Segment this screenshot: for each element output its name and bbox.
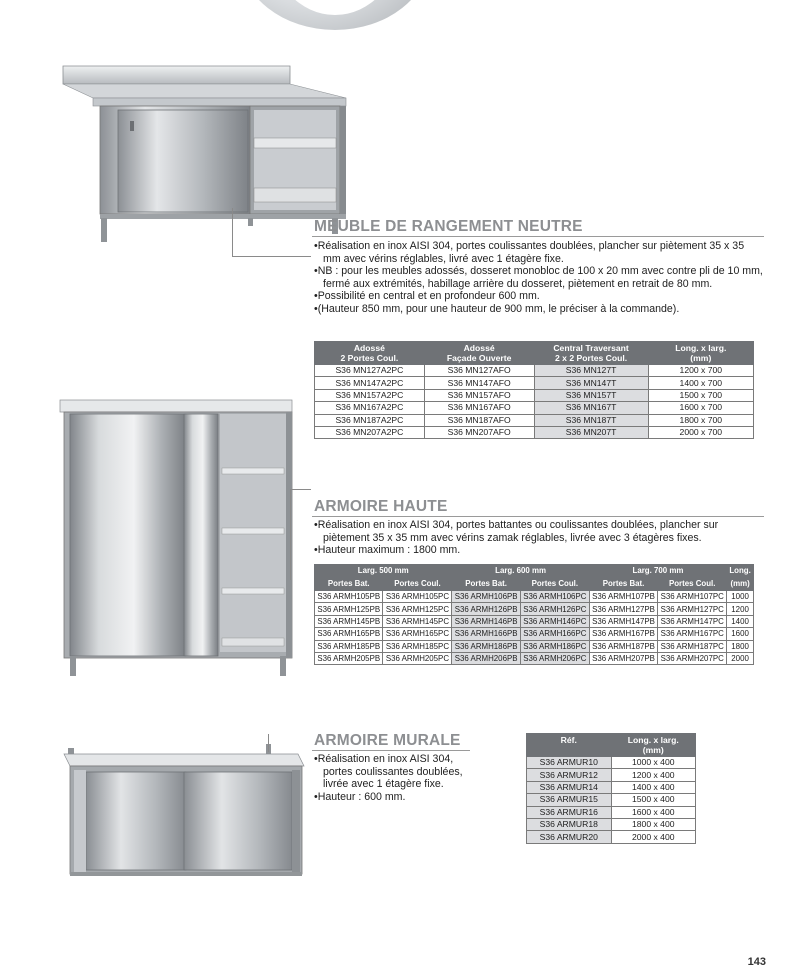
table-armoire-murale: [526, 733, 696, 844]
table-body: [315, 365, 754, 439]
table-row: [527, 781, 696, 793]
table-cell: 1800 x 400: [611, 818, 696, 830]
table-row: [527, 831, 696, 843]
table-cell: S36 ARMH127PC: [658, 603, 727, 615]
table-cell: S36 ARMUR14: [527, 781, 612, 793]
table-cell: S36 ARMH125PB: [315, 603, 383, 615]
table-cell: S36 ARMUR18: [527, 818, 612, 830]
bullet-list-armoire-murale: [314, 753, 482, 803]
table-row: [527, 818, 696, 830]
table-cell: S36 MN187A2PC: [315, 414, 425, 426]
bullet-item: • Hauteur : 600 mm.: [314, 791, 482, 804]
bullet-list-meuble: [314, 240, 764, 316]
table-cell: S36 ARMH185PC: [383, 640, 452, 652]
table-cell: 1200: [727, 603, 754, 615]
bullet-item: • Réalisation en inox AISI 304, portes coulissantes doublées, plancher sur piètement 35 x 35 mm avec vérins réglables, livré avec 1 étagère fixe.: [314, 240, 764, 265]
table-cell: S36 MN167T: [534, 402, 648, 414]
table-cell: 1600 x 400: [611, 806, 696, 818]
table-cell: S36 MN127T: [534, 365, 648, 377]
table-cell: S36 ARMH205PC: [383, 652, 452, 664]
column-header: Portes Bat.: [452, 578, 520, 591]
table-cell: S36 ARMH106PC: [520, 591, 589, 603]
table-sub-header-row: [315, 578, 754, 591]
table-cell: S36 ARMH207PC: [658, 652, 727, 664]
table-cell: 1500 x 700: [648, 389, 753, 401]
table-cell: S36 ARMH165PC: [383, 628, 452, 640]
table-cell: S36 ARMH107PB: [589, 591, 657, 603]
leader-line-2: [290, 489, 311, 580]
table-cell: S36 ARMH167PC: [658, 628, 727, 640]
table-row: [315, 426, 754, 438]
column-header: Portes Bat.: [589, 578, 657, 591]
table-cell: S36 ARMH187PC: [658, 640, 727, 652]
table-cell: S36 ARMH166PB: [452, 628, 520, 640]
column-header: Réf.: [527, 734, 612, 757]
table-cell: S36 MN207T: [534, 426, 648, 438]
table-cell: 1200 x 700: [648, 365, 753, 377]
table-cell: S36 MN147A2PC: [315, 377, 425, 389]
table-cell: S36 ARMH166PC: [520, 628, 589, 640]
table-cell: S36 ARMH165PB: [315, 628, 383, 640]
column-group-header: Larg. 500 mm: [315, 565, 452, 578]
table-row: [315, 365, 754, 377]
table-cell: S36 ARMUR10: [527, 757, 612, 769]
table-cell: S36 MN187AFO: [424, 414, 534, 426]
table-cell: S36 ARMH146PC: [520, 615, 589, 627]
table-armoire-haute: [314, 564, 754, 665]
table-row: [527, 794, 696, 806]
table-cell: S36 ARMH205PB: [315, 652, 383, 664]
table-cell: S36 ARMH206PC: [520, 652, 589, 664]
table-cell: 1400 x 700: [648, 377, 753, 389]
bullet-item: • Réalisation en inox AISI 304, portes coulissantes doublées, livrée avec 1 étagère fixe.: [314, 753, 482, 791]
table-row: [315, 402, 754, 414]
table-meuble: [314, 341, 754, 439]
table-group-header-row: [315, 565, 754, 578]
table-row: [315, 603, 754, 615]
column-header: Portes Bat.: [315, 578, 383, 591]
table-row: [527, 757, 696, 769]
table-cell: S36 ARMUR12: [527, 769, 612, 781]
section-title-rule: [312, 516, 764, 517]
section-title-armoire-haute: ARMOIRE HAUTE: [314, 498, 448, 515]
section-title-rule: [312, 750, 470, 751]
table-cell: S36 ARMH126PC: [520, 603, 589, 615]
table-cell: S36 ARMH126PB: [452, 603, 520, 615]
table-row: [315, 591, 754, 603]
column-header: Adossé Façade Ouverte: [424, 342, 534, 365]
bullet-item: • (Hauteur 850 mm, pour une hauteur de 900 mm, le préciser à la commande).: [314, 303, 764, 316]
table-row: [315, 615, 754, 627]
table-cell: 1400 x 400: [611, 781, 696, 793]
table-cell: S36 ARMH186PB: [452, 640, 520, 652]
table-cell: 2000 x 400: [611, 831, 696, 843]
table-row: [315, 652, 754, 664]
table-header-row: [315, 342, 754, 365]
column-header: Portes Coul.: [383, 578, 452, 591]
table-cell: S36 ARMH147PB: [589, 615, 657, 627]
table-cell: S36 ARMH105PC: [383, 591, 452, 603]
table-cell: S36 ARMH167PB: [589, 628, 657, 640]
table-cell: 1000: [727, 591, 754, 603]
table-header-row: [527, 734, 696, 757]
bullet-item: • Possibilité en central et en profondeur 600 mm.: [314, 290, 764, 303]
column-header: Portes Coul.: [658, 578, 727, 591]
column-header: Adossé 2 Portes Coul.: [315, 342, 425, 365]
table-cell: S36 ARMH145PB: [315, 615, 383, 627]
column-group-header: Long.: [727, 565, 754, 578]
table-row: [315, 640, 754, 652]
table-cell: S36 MN207AFO: [424, 426, 534, 438]
table-cell: S36 MN207A2PC: [315, 426, 425, 438]
table-cell: S36 ARMUR20: [527, 831, 612, 843]
column-header: Long. x larg. (mm): [611, 734, 696, 757]
table-cell: S36 MN157A2PC: [315, 389, 425, 401]
page-number: 143: [747, 956, 766, 968]
table-cell: S36 MN157AFO: [424, 389, 534, 401]
table-cell: S36 MN127A2PC: [315, 365, 425, 377]
bullet-item: • NB : pour les meubles adossés, dosseret monobloc de 100 x 20 mm avec contre pli de 10 mm, fermé aux extrémités, habillage arrière du dosseret, piètement en retrait de 80 mm.: [314, 265, 764, 290]
table-cell: S36 ARMH125PC: [383, 603, 452, 615]
table-cell: S36 ARMH207PB: [589, 652, 657, 664]
table-row: [315, 628, 754, 640]
table-cell: 1200 x 400: [611, 769, 696, 781]
table-cell: 1600 x 700: [648, 402, 753, 414]
section-title-meuble: MEUBLE DE RANGEMENT NEUTRE: [314, 218, 583, 235]
table-cell: S36 MN157T: [534, 389, 648, 401]
armoire-haute-photo: [56, 398, 296, 680]
table-cell: S36 ARMUR15: [527, 794, 612, 806]
table-cell: 2000 x 700: [648, 426, 753, 438]
section-title-armoire-murale: ARMOIRE MURALE: [314, 732, 461, 749]
table-cell: 1800: [727, 640, 754, 652]
table-cell: S36 ARMH107PC: [658, 591, 727, 603]
table-cell: 1500 x 400: [611, 794, 696, 806]
table-cell: 1600: [727, 628, 754, 640]
section-title-rule: [312, 236, 764, 237]
table-cell: 1000 x 400: [611, 757, 696, 769]
table-cell: S36 ARMH127PB: [589, 603, 657, 615]
bullet-item: • Réalisation en inox AISI 304, portes battantes ou coulissantes doublées, plancher sur piètement 35 x 35 mm avec vérins zamak réglables, livrée avec 3 étagères fixes.: [314, 519, 764, 544]
table-cell: S36 MN147AFO: [424, 377, 534, 389]
table-cell: S36 ARMH187PB: [589, 640, 657, 652]
column-header: Central Traversant 2 x 2 Portes Coul.: [534, 342, 648, 365]
table-cell: S36 MN127AFO: [424, 365, 534, 377]
table-row: [527, 806, 696, 818]
table-cell: S36 ARMUR16: [527, 806, 612, 818]
column-header: Long. x larg. (mm): [648, 342, 753, 365]
table-cell: S36 MN167AFO: [424, 402, 534, 414]
leader-line-3: [268, 734, 269, 752]
table-cell: S36 ARMH147PC: [658, 615, 727, 627]
table-cell: S36 ARMH105PB: [315, 591, 383, 603]
table-row: [315, 389, 754, 401]
table-cell: S36 ARMH185PB: [315, 640, 383, 652]
table-row: [315, 414, 754, 426]
column-group-header: Larg. 600 mm: [452, 565, 589, 578]
armoire-murale-photo: [60, 742, 308, 892]
bullet-item: • Hauteur maximum : 1800 mm.: [314, 544, 764, 557]
table-cell: 1800 x 700: [648, 414, 753, 426]
column-header: Portes Coul.: [520, 578, 589, 591]
table-body: [527, 757, 696, 844]
column-header: (mm): [727, 578, 754, 591]
leader-line-1: [232, 208, 311, 257]
table-cell: S36 ARMH206PB: [452, 652, 520, 664]
table-cell: 1400: [727, 615, 754, 627]
table-cell: S36 ARMH146PB: [452, 615, 520, 627]
table-row: [315, 377, 754, 389]
table-cell: S36 MN167A2PC: [315, 402, 425, 414]
column-group-header: Larg. 700 mm: [589, 565, 726, 578]
table-cell: S36 MN187T: [534, 414, 648, 426]
table-row: [527, 769, 696, 781]
table-cell: S36 ARMH145PC: [383, 615, 452, 627]
table-cell: S36 MN147T: [534, 377, 648, 389]
table-cell: 2000: [727, 652, 754, 664]
table-cell: S36 ARMH106PB: [452, 591, 520, 603]
table-cell: S36 ARMH186PC: [520, 640, 589, 652]
table-body: [315, 591, 754, 665]
bullet-list-armoire-haute: [314, 519, 764, 557]
